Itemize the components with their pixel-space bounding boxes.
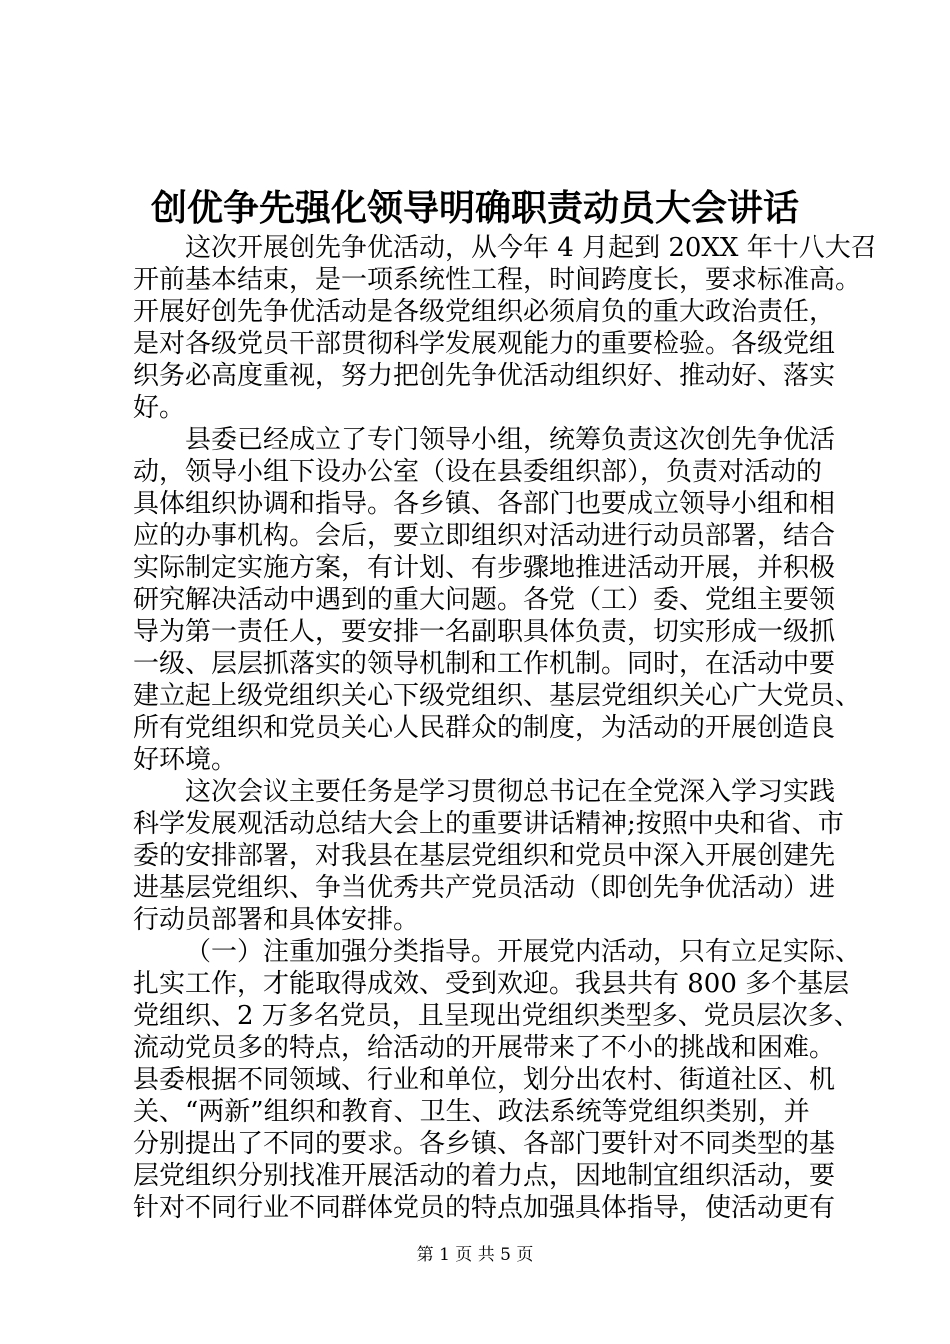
text-line: 所有党组织和党员关心人民群众的制度，为活动的开展创造良 [133, 713, 836, 743]
paragraph-1 [133, 232, 877, 424]
text-line: 好环境。 [133, 745, 238, 775]
text-line: 导为第一责任人，要安排一名副职具体负责，切实形成一级抓 [133, 617, 836, 647]
text-line: 是对各级党员干部贯彻科学发展观能力的重要检验。各级党组 [133, 329, 836, 359]
paragraph-4 [133, 936, 863, 1224]
text-line: 委的安排部署，对我县在基层党组织和党员中深入开展创建先 [133, 841, 836, 871]
text-line: 针对不同行业不同群体党员的特点加强具体指导，使活动更有 [133, 1193, 836, 1223]
text-line: 好。 [133, 393, 186, 423]
text-line: 流动党员多的特点，给活动的开展带来了不小的挑战和困难。 [133, 1033, 836, 1063]
text-line: 这次会议主要任务是学习贯彻总书记在全党深入学习实践 [185, 777, 836, 807]
text-line: 建立起上级党组织关心下级党组织、基层党组织关心广大党员、 [133, 681, 862, 711]
text-line: 分别提出了不同的要求。各乡镇、各部门要针对不同类型的基 [133, 1129, 836, 1159]
text-line: 研究解决活动中遇到的重大问题。各党（工）委、党组主要领 [133, 585, 836, 615]
document-title: 创优争先强化领导明确职责动员大会讲话 [150, 187, 799, 229]
document-body [133, 232, 877, 1224]
text-line: 进基层党组织、争当优秀共产党员活动（即创先争优活动）进 [133, 873, 836, 903]
text-line: 行动员部署和具体安排。 [133, 905, 420, 935]
text-line: 具体组织协调和指导。各乡镇、各部门也要成立领导小组和相 [133, 489, 836, 519]
text-line: 党组织、2 万多名党员，且呈现出党组织类型多、党员层次多、 [133, 1001, 860, 1031]
text-line: 开展好创先争优活动是各级党组织必须肩负的重大政治责任， [133, 297, 836, 327]
text-line: 层党组织分别找准开展活动的着力点，因地制宜组织活动，要 [133, 1161, 836, 1191]
text-line: 动，领导小组下设办公室（设在县委组织部），负责对活动的 [133, 457, 823, 487]
text-line: 县委根据不同领域、行业和单位，划分出农村、街道社区、机 [133, 1065, 836, 1095]
page-footer: 第 1 页 共 5 页 [416, 1245, 534, 1265]
text-line: 实际制定实施方案，有计划、有步骤地推进活动开展，并积极 [133, 553, 836, 583]
text-line: 扎实工作，才能取得成效、受到欢迎。我县共有 800 多个基层 [133, 969, 850, 999]
text-line: 一级、层层抓落实的领导机制和工作机制。同时，在活动中要 [133, 649, 836, 679]
text-line: 县委已经成立了专门领导小组，统筹负责这次创先争优活 [185, 425, 836, 455]
paragraph-2 [133, 424, 863, 776]
text-line: 织务必高度重视，努力把创先争优活动组织好、推动好、落实 [133, 361, 836, 391]
text-line: （一）注重加强分类指导。开展党内活动，只有立足实际、 [185, 937, 862, 967]
text-line: 这次开展创先争优活动，从今年 4 月起到 20XX 年十八大召 [185, 233, 877, 263]
text-line: 科学发展观活动总结大会上的重要讲话精神;按照中央和省、市 [133, 809, 844, 839]
text-line: 应的办事机构。会后，要立即组织对活动进行动员部署，结合 [133, 521, 836, 551]
paragraph-3 [133, 776, 863, 936]
text-line: 关、“两新”组织和教育、卫生、政法系统等党组织类别，并 [133, 1097, 810, 1127]
text-line: 开前基本结束，是一项系统性工程，时间跨度长，要求标准高。 [133, 265, 862, 295]
